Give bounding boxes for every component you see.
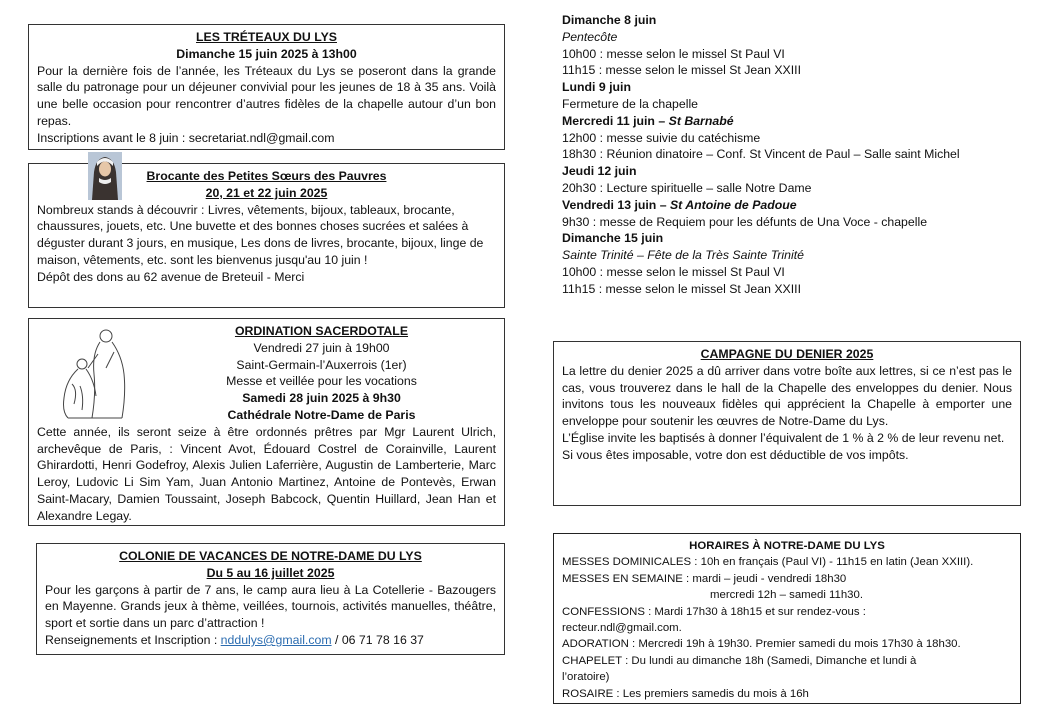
colonie-box	[36, 543, 505, 655]
horaires-chapelet-1: CHAPELET : Du lundi au dimanche 18h (Samedi, Dimanche et lundi à	[562, 654, 917, 667]
colonie-title: COLONIE DE VACANCES DE NOTRE-DAME DU LYS	[119, 549, 422, 563]
horaires-title: HORAIRES À NOTRE-DAME DU LYS	[689, 540, 885, 552]
horaires-dominicales: MESSES DOMINICALES : 10h en français (Paul VI) - 11h15 en latin (Jean XXIII).	[562, 556, 974, 569]
ordination-line2: Saint-Germain-l’Auxerrois (1er)	[236, 357, 407, 372]
agenda-day-8-feast: Pentecôte	[562, 29, 618, 44]
horaires-confessions: CONFESSIONS : Mardi 17h30 à 18h15 et sur rendez-vous :	[562, 605, 866, 618]
agenda-day-15: Dimanche 15 juin	[562, 231, 664, 246]
horaires-rosaire: ROSAIRE : Les premiers samedis du mois à 16h	[562, 687, 809, 700]
agenda-day-8: Dimanche 8 juin	[562, 13, 657, 27]
treteaux-box	[28, 24, 505, 150]
colonie-email-link[interactable]: nddulys@gmail.com	[220, 632, 332, 647]
colonie-body: Pour les garçons à partir de 7 ans, le camp aura lieu à La Cotellerie - Bazougers en Mayenne. Grands jeux à thème, veillées, tournois, activités manuelles, théâtre, sport et sortie dans un parc d’attraction !	[45, 582, 496, 631]
ordination-line3: Messe et veillée pour les vocations	[226, 374, 417, 389]
brocante-title: Brocante des Petites Sœurs des Pauvres	[146, 169, 387, 183]
agenda-day-12-event-1: 20h30 : Lecture spirituelle – salle Notre Dame	[562, 180, 812, 195]
agenda-day-9: Lundi 9 juin	[562, 80, 631, 95]
denier-title: CAMPAGNE DU DENIER 2025	[700, 347, 874, 361]
agenda-day-11-date: Mercredi 11 juin –	[562, 113, 669, 128]
agenda-day-13-date: Vendredi 13 juin –	[562, 197, 670, 212]
agenda-day-13	[562, 197, 1032, 214]
horaires-adoration: ADORATION : Mercredi 19h à 19h30. Premier samedi du mois 17h30 à 18h30.	[562, 638, 961, 651]
agenda-day-8-mass-1: 10h00 : messe selon le missel St Paul VI	[562, 46, 785, 61]
colonie-dates: Du 5 au 16 juillet 2025	[206, 565, 335, 580]
agenda-day-15-mass-1: 10h00 : messe selon le missel St Paul VI	[562, 264, 785, 279]
agenda-day-12: Jeudi 12 juin	[562, 164, 637, 179]
agenda-day-15-feast: Sainte Trinité – Fête de la Très Sainte Trinité	[562, 248, 804, 263]
denier-box	[553, 341, 1021, 506]
agenda-day-11-event-1: 12h00 : messe suivie du catéchisme	[562, 130, 761, 145]
denier-p3: Si vous êtes imposable, votre don est déductible de vos impôts.	[562, 447, 909, 462]
agenda-day-11-saint: St Barnabé	[668, 113, 734, 128]
colonie-phone: / 06 71 78 16 37	[331, 632, 424, 647]
ordination-sketch-image	[52, 324, 138, 420]
agenda-day-11-event-2: 18h30 : Réunion dinatoire – Conf. St Vincent de Paul – Salle saint Michel	[562, 147, 960, 162]
brocante-dates: 20, 21 et 22 juin 2025	[205, 185, 328, 200]
horaires-semaine-1: MESSES EN SEMAINE : mardi – jeudi - vendredi 18h30	[562, 572, 847, 585]
agenda	[562, 12, 1032, 298]
horaires-box	[553, 533, 1021, 704]
agenda-day-9-text: Fermeture de la chapelle	[562, 96, 699, 111]
horaires-semaine-2: mercredi 12h – samedi 11h30.	[710, 589, 864, 602]
horaires-confessions-mail: recteur.ndl@gmail.com.	[562, 622, 682, 635]
agenda-day-13-saint: St Antoine de Padoue	[669, 197, 797, 212]
nun-portrait-image	[88, 152, 122, 200]
brocante-depot: Dépôt des dons au 62 avenue de Breteuil - Merci	[37, 269, 305, 284]
ordination-line5: Cathédrale Notre-Dame de Paris	[227, 407, 416, 422]
horaires-chapelet-2: l’oratoire)	[562, 671, 610, 684]
colonie-contact	[45, 632, 496, 649]
agenda-day-11	[562, 113, 1032, 130]
agenda-day-15-mass-2: 11h15 : messe selon le missel St Jean XXIII	[562, 281, 801, 296]
ordination-line1: Vendredi 27 juin à 19h00	[253, 340, 390, 355]
treteaux-date: Dimanche 15 juin 2025 à 13h00	[176, 46, 357, 61]
brocante-body: Nombreux stands à découvrir : Livres, vêtements, bijoux, tableaux, brocante, chaussures, jouets, etc. Une buvette et des bonnes choses sucrées et salées à déguster durant 3 jours, en musique, Les dons de livres, brocante, bijoux, linge de maison, vêtements, etc. sont les bienvenus jusqu'au 10 juin !	[37, 202, 484, 267]
treteaux-inscription: Inscriptions avant le 8 juin : secretariat.ndl@gmail.com	[37, 130, 335, 145]
ordination-body: Cette année, ils seront seize à être ordonnés prêtres par Mgr Laurent Ulrich, archevêque de Paris, : Vincent Avot, Édouard Costrel de Corainville, Laurent Ghirardotti, Henri Godefroy, Alexis Julien Laferrière, Augustin de Lamberterie, Marc Leroy, Ludovic Li Sim Yam, Juan Antonio Martinez, Antoine de Pontevès, Erwan Saint-Macary, Damien Toussaint, Joseph Babcock, Quentin Huillard, Jean Han et Alexandre Legay.	[37, 424, 496, 523]
agenda-day-8-mass-2: 11h15 : messe selon le missel St Jean XXIII	[562, 63, 801, 78]
treteaux-title: LES TRÉTEAUX DU LYS	[196, 30, 337, 44]
denier-p2: L’Église invite les baptisés à donner l’équivalent de 1 % à 2 % de leur revenu net.	[562, 430, 1005, 445]
treteaux-body: Pour la dernière fois de l’année, les Tréteaux du Lys se poseront dans la grande salle du patronage pour un déjeuner convivial pour les jeunes de 18 à 35 ans. Voilà une belle occasion pour rencontrer d’autres fidèles de la chapelle autour d’un bon repas.	[37, 63, 496, 128]
denier-p1: La lettre du denier 2025 a dû arriver dans votre boîte aux lettres, si ce n’est pas le cas, vous trouverez dans le hall de la Chapelle des enveloppes du denier. Nous invitons tous les nouveaux fidèles qui apprécient la Chapelle à emporter une enveloppe pour soutenir les œuvres de Notre-Dame du Lys.	[562, 363, 1012, 429]
agenda-day-13-event-1: 9h30 : messe de Requiem pour les défunts de Una Voce - chapelle	[562, 214, 928, 229]
colonie-contact-label: Renseignements et Inscription :	[45, 632, 221, 647]
ordination-title: ORDINATION SACERDOTALE	[234, 324, 409, 338]
ordination-line4: Samedi 28 juin 2025 à 9h30	[242, 391, 401, 406]
